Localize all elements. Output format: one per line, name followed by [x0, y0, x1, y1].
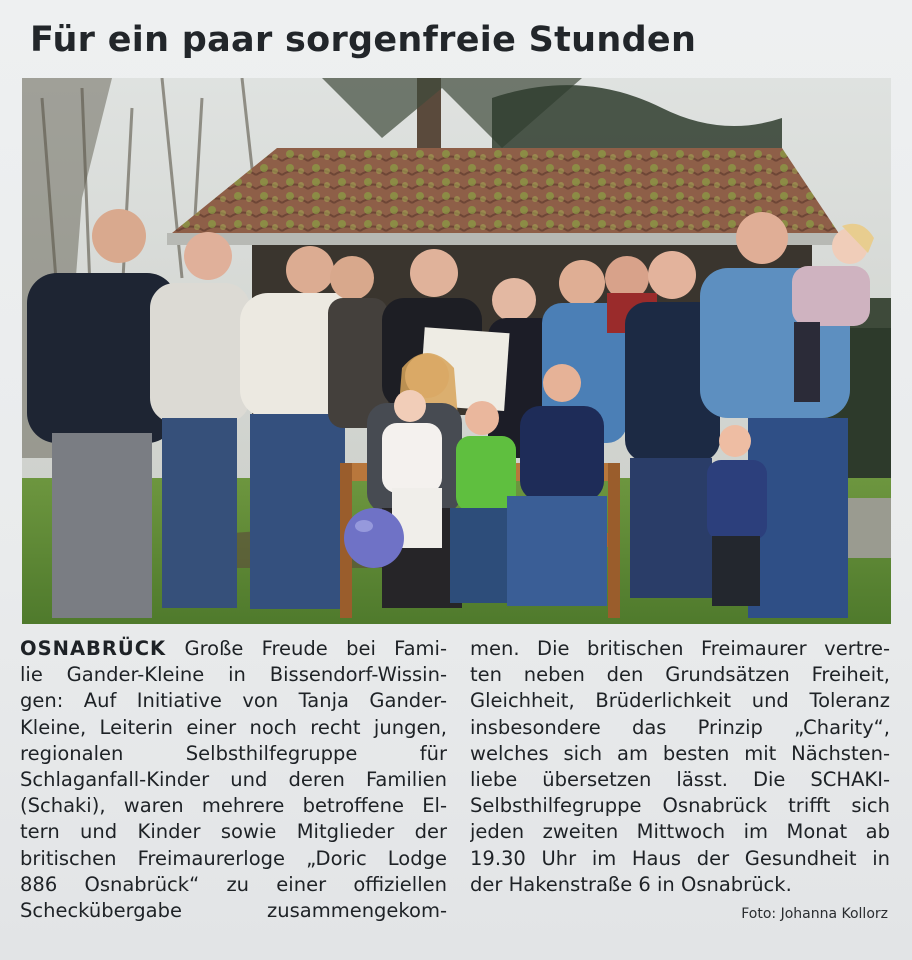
article-right-column [470, 636, 890, 898]
article-line: men. Die britischen Freimaurer vertre- [470, 637, 890, 660]
article-line: Scheckübergabe zusammengekom- [20, 898, 447, 922]
group-photo [22, 78, 891, 624]
group-photo-illustration [22, 78, 891, 624]
article-line: (Schaki), waren mehrere betroffene El- [20, 794, 447, 818]
article-line: der Hakenstraße 6 in Osnabrück. [470, 872, 792, 896]
article-line: insbesondere das Prinzip „Charity“, [470, 715, 890, 739]
article-line: Schlaganfall-Kinder und deren Familien [20, 767, 447, 791]
article-line: jeden zweiten Mittwoch im Monat ab [470, 820, 890, 844]
article-line: Gleichheit, Brüderlichkeit und Toleranz [470, 689, 890, 713]
article-left-column [20, 636, 447, 924]
photo-credit: Foto: Johanna Kollorz [741, 906, 888, 922]
article-line: gen: Auf Initiative von Tanja Gander- [20, 689, 447, 713]
article-line: liebe übersetzen lässt. Die SCHAKI- [470, 767, 890, 791]
article-first-line-text: Große Freude bei Fami- [166, 637, 447, 660]
dateline: OSNABRÜCK [20, 637, 167, 660]
headline: Für ein paar sorgenfreie Stunden [30, 20, 697, 60]
article-line: Kleine, Leiterin einer noch recht jungen, [20, 715, 447, 739]
article-first-line [20, 636, 447, 662]
article-line: tern und Kinder sowie Mitglieder der [20, 820, 447, 844]
article-line: lie Gander-Kleine in Bissendorf-Wissin- [20, 663, 447, 687]
article-line: britischen Freimaurerloge „Doric Lodge [20, 846, 447, 870]
article-line: 19.30 Uhr im Haus der Gesundheit in [470, 846, 890, 870]
article-line: 886 Osnabrück“ zu einer offiziellen [20, 872, 447, 896]
article-line: Selbsthilfegruppe Osnabrück trifft sich [470, 794, 890, 818]
article-line: regionalen Selbsthilfegruppe für [20, 741, 447, 765]
article-line: welches sich am besten mit Nächsten- [470, 741, 890, 765]
article-line: ten neben den Grundsätzen Freiheit, [470, 663, 890, 687]
